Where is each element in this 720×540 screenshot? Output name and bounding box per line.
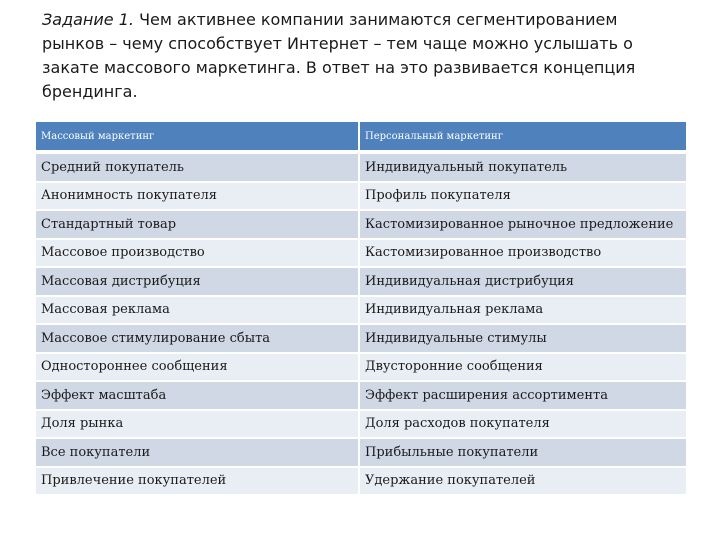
cell-mass: Доля рынка	[36, 409, 358, 438]
cell-mass: Средний покупатель	[36, 152, 358, 181]
cell-personal: Прибыльные покупатели	[358, 437, 686, 466]
cell-personal: Кастомизированное производство	[358, 238, 686, 267]
table-row	[36, 323, 686, 352]
cell-personal: Профиль покупателя	[358, 181, 686, 210]
cell-mass: Массовое стимулирование сбыта	[36, 323, 358, 352]
task-label: Задание 1.	[42, 10, 134, 29]
table-row	[36, 409, 686, 438]
table-row	[36, 352, 686, 381]
header-mass-marketing: Массовый маркетинг	[36, 122, 358, 152]
cell-personal: Доля расходов покупателя	[358, 409, 686, 438]
header-personal-marketing: Персональный маркетинг	[358, 122, 686, 152]
cell-personal: Индивидуальные стимулы	[358, 323, 686, 352]
table-row	[36, 209, 686, 238]
cell-mass: Эффект масштаба	[36, 380, 358, 409]
table-row	[36, 466, 686, 495]
cell-personal: Кастомизированное рыночное предложение	[358, 209, 686, 238]
table-row	[36, 437, 686, 466]
cell-mass: Массовое производство	[36, 238, 358, 267]
table-row	[36, 238, 686, 267]
cell-mass: Массовая реклама	[36, 295, 358, 324]
cell-mass: Одностороннее сообщения	[36, 352, 358, 381]
table-row	[36, 380, 686, 409]
task-text: Чем активнее компании занимаются сегментированием рынков – чему способствует Интернет – тем чаще можно услышать о закате массового маркетинга. В ответ на это развивается концепция брендинга.	[42, 10, 636, 101]
table-row	[36, 266, 686, 295]
cell-personal: Индивидуальный покупатель	[358, 152, 686, 181]
table-row	[36, 152, 686, 181]
cell-personal: Индивидуальная реклама	[358, 295, 686, 324]
cell-personal: Индивидуальная дистрибуция	[358, 266, 686, 295]
table-row	[36, 295, 686, 324]
cell-personal: Двусторонние сообщения	[358, 352, 686, 381]
cell-mass: Стандартный товар	[36, 209, 358, 238]
cell-mass: Анонимность покупателя	[36, 181, 358, 210]
table-header-row	[36, 122, 686, 152]
cell-mass: Привлечение покупателей	[36, 466, 358, 495]
cell-personal: Удержание покупателей	[358, 466, 686, 495]
cell-mass: Все покупатели	[36, 437, 358, 466]
cell-personal: Эффект расширения ассортимента	[358, 380, 686, 409]
cell-mass: Массовая дистрибуция	[36, 266, 358, 295]
task-paragraph	[42, 8, 682, 104]
comparison-table	[36, 122, 686, 494]
table-row	[36, 181, 686, 210]
